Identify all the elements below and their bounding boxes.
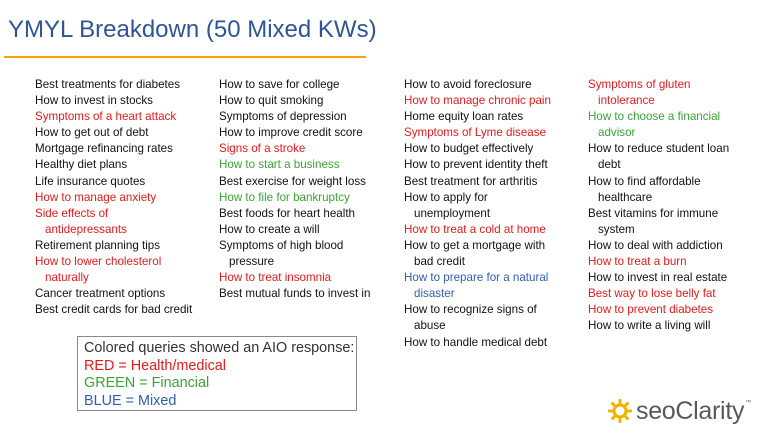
keyword-item: [219, 286, 399, 302]
keyword-item: [588, 270, 766, 286]
keyword-item: [588, 109, 766, 141]
keyword-item: [35, 109, 215, 125]
keyword-text: How to treat a burn: [588, 255, 687, 269]
keyword-item: [404, 157, 584, 173]
keyword-text: How to create a will: [219, 222, 320, 236]
keyword-item: [404, 93, 584, 109]
keyword-text: How to choose a financial: [588, 110, 721, 124]
keyword-item: [588, 318, 766, 334]
keyword-item: [219, 109, 399, 125]
keyword-item: [588, 254, 766, 270]
keyword-text: How to avoid foreclosure: [404, 78, 532, 91]
keyword-text: Home equity loan rates: [404, 110, 524, 124]
keyword-text-continued: antidepressants: [45, 222, 127, 236]
keyword-text: How to file for bankruptcy: [219, 190, 350, 204]
keyword-text: How to get a mortgage with: [404, 238, 546, 252]
keyword-item: [35, 141, 215, 157]
logo-trademark: ™: [745, 400, 752, 406]
keyword-item: [35, 77, 215, 93]
keyword-text-continued: intolerance: [598, 94, 655, 108]
keyword-text: Cancer treatment options: [35, 287, 166, 301]
keyword-text-continued: bad credit: [414, 255, 465, 269]
keyword-text: Best way to lose belly fat: [588, 287, 716, 301]
keyword-text: How to prepare for a natural: [404, 271, 549, 285]
gear-sun-logo-icon: [607, 398, 633, 424]
keyword-text: Best vitamins for immune: [588, 206, 719, 220]
color-legend: [77, 336, 357, 411]
keyword-item: [219, 157, 399, 173]
keyword-text: How to prevent diabetes: [588, 303, 714, 317]
keyword-text: How to start a business: [219, 158, 340, 172]
keyword-item: [219, 270, 399, 286]
keyword-column-2: [219, 77, 399, 302]
keyword-text-continued: pressure: [229, 255, 275, 269]
keyword-column-4: [588, 77, 766, 335]
keyword-item: [219, 93, 399, 109]
keyword-item: [219, 222, 399, 238]
logo-wordmark: [636, 397, 744, 426]
keyword-item: [404, 109, 584, 125]
legend-blue: BLUE = Mixed: [84, 392, 177, 409]
seoclarity-logo: [607, 394, 751, 428]
keyword-item: [588, 174, 766, 206]
keyword-text: Symptoms of high blood: [219, 238, 344, 252]
legend-red: RED = Health/medical: [84, 357, 226, 374]
keyword-text: How to treat a cold at home: [404, 222, 546, 236]
keyword-text: How to deal with addiction: [588, 238, 723, 252]
keyword-text: Signs of a stroke: [219, 142, 306, 156]
keyword-item: [588, 77, 766, 109]
keyword-item: [219, 238, 399, 270]
keyword-text: How to manage chronic pain: [404, 94, 551, 108]
keyword-text: How to reduce student loan: [588, 142, 730, 156]
keyword-item: [219, 125, 399, 141]
keyword-text: How to recognize signs of: [404, 303, 537, 317]
keyword-item: [404, 302, 584, 334]
keyword-text: Symptoms of Lyme disease: [404, 126, 546, 140]
keyword-text-continued: abuse: [414, 319, 446, 333]
logo-text-seo: seo: [636, 396, 676, 425]
keyword-text: Life insurance quotes: [35, 174, 146, 188]
keyword-item: [404, 125, 584, 141]
keyword-text-continued: unemployment: [414, 206, 491, 220]
keyword-item: [588, 206, 766, 238]
keyword-text: Best foods for heart health: [219, 206, 355, 220]
keyword-text: How to lower cholesterol: [35, 255, 162, 269]
keyword-item: [35, 157, 215, 173]
keyword-text: How to get out of debt: [35, 126, 149, 140]
legend-green: GREEN = Financial: [84, 375, 210, 392]
title-underline: [4, 56, 366, 58]
keyword-item: [404, 141, 584, 157]
keyword-text: Best exercise for weight loss: [219, 174, 366, 188]
keyword-text-continued: disaster: [414, 287, 455, 301]
keyword-text: How to invest in stocks: [35, 94, 153, 108]
keyword-column-1: [35, 77, 215, 318]
keyword-text: Mortgage refinancing rates: [35, 142, 173, 156]
keyword-text-continued: debt: [598, 158, 621, 172]
keyword-text: How to manage anxiety: [35, 190, 157, 204]
keyword-text-continued: naturally: [45, 271, 89, 285]
keyword-item: [588, 141, 766, 173]
keyword-item: [35, 302, 215, 318]
keyword-item: [404, 77, 584, 93]
keyword-text: Symptoms of gluten: [588, 78, 691, 91]
keyword-item: [588, 302, 766, 318]
keyword-text: Retirement planning tips: [35, 238, 161, 252]
keyword-column-3: [404, 77, 584, 351]
keyword-item: [404, 335, 584, 351]
keyword-item: [219, 141, 399, 157]
keyword-text-continued: healthcare: [598, 190, 653, 204]
keyword-item: [404, 174, 584, 190]
keyword-text: How to find affordable: [588, 174, 701, 188]
logo-text-clarity: Clarity: [675, 396, 745, 425]
keyword-text: Best mutual funds to invest in: [219, 287, 371, 301]
keyword-text: Side effects of: [35, 206, 109, 220]
keyword-item: [404, 222, 584, 238]
keyword-item: [219, 174, 399, 190]
keyword-item: [35, 206, 215, 238]
keyword-text: How to apply for: [404, 190, 488, 204]
keyword-text-continued: advisor: [598, 126, 636, 140]
keyword-text: Best treatments for diabetes: [35, 78, 180, 91]
keyword-item: [404, 190, 584, 222]
keyword-text: Symptoms of a heart attack: [35, 110, 177, 124]
keyword-text: How to handle medical debt: [404, 335, 548, 349]
keyword-text: Best treatment for arthritis: [404, 174, 538, 188]
keyword-item: [35, 254, 215, 286]
keyword-item: [219, 77, 399, 93]
keyword-text: How to budget effectively: [404, 142, 534, 156]
keyword-text: How to invest in real estate: [588, 271, 728, 285]
keyword-item: [35, 190, 215, 206]
keyword-text: Symptoms of depression: [219, 110, 347, 124]
keyword-item: [35, 286, 215, 302]
legend-heading: Colored queries showed an AIO response:: [84, 340, 355, 356]
keyword-item: [35, 125, 215, 141]
keyword-text: How to treat insomnia: [219, 271, 332, 285]
keyword-item: [588, 238, 766, 254]
keyword-item: [35, 238, 215, 254]
keyword-item: [404, 238, 584, 270]
keyword-text: How to save for college: [219, 78, 340, 91]
keyword-item: [35, 93, 215, 109]
keyword-text: How to write a living will: [588, 319, 711, 333]
keyword-item: [219, 206, 399, 222]
keyword-text: Healthy diet plans: [35, 158, 128, 172]
page-title: YMYL Breakdown (50 Mixed KWs): [8, 16, 377, 43]
keyword-text: Best credit cards for bad credit: [35, 303, 193, 317]
keyword-text: How to quit smoking: [219, 94, 324, 108]
keyword-item: [404, 270, 584, 302]
keyword-item: [588, 286, 766, 302]
keyword-text-continued: system: [598, 222, 635, 236]
keyword-text: How to improve credit score: [219, 126, 363, 140]
keyword-item: [219, 190, 399, 206]
keyword-item: [35, 174, 215, 190]
keyword-text: How to prevent identity theft: [404, 158, 548, 172]
